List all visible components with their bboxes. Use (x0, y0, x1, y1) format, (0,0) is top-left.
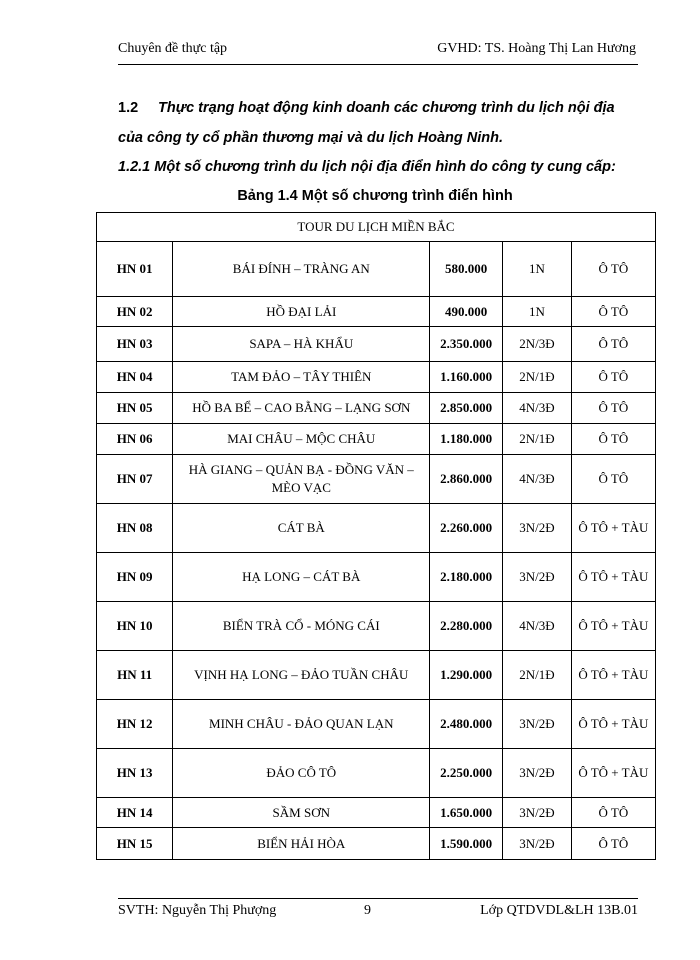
tour-duration: 3N/2Đ (503, 749, 572, 798)
tour-code: HN 14 (97, 798, 173, 828)
header-advisor: GVHD: TS. Hoàng Thị Lan Hương (437, 41, 636, 56)
tour-name: HÀ GIANG – QUẢN BẠ - ĐỒNG VĂN – MÈO VẠC (173, 455, 430, 504)
section-number: 1.2 (118, 100, 139, 116)
tour-price: 2.480.000 (430, 700, 503, 749)
tour-code: HN 07 (97, 455, 173, 504)
subsection-heading (118, 159, 616, 175)
tour-price: 2.850.000 (430, 393, 503, 424)
tour-duration: 1N (503, 242, 572, 297)
tour-code: HN 02 (97, 297, 173, 327)
section-heading (118, 100, 615, 116)
tour-duration: 2N/1Đ (503, 651, 572, 700)
tour-name: BIỂN HẢI HÒA (173, 828, 430, 860)
table-row (97, 798, 656, 828)
tour-price: 580.000 (430, 242, 503, 297)
tour-price: 1.180.000 (430, 424, 503, 455)
tour-vehicle: Ô TÔ + TÀU (571, 749, 655, 798)
tour-price: 1.160.000 (430, 362, 503, 393)
tour-table (96, 212, 656, 860)
tour-duration: 4N/3Đ (503, 602, 572, 651)
tour-vehicle: Ô TÔ (571, 455, 655, 504)
subsection-title: Một số chương trình du lịch nội địa điển hình do công ty cung cấp: (154, 159, 616, 175)
tour-name: SAPA – HÀ KHẨU (173, 327, 430, 362)
table-row (97, 424, 656, 455)
tour-vehicle: Ô TÔ (571, 297, 655, 327)
tour-name: HẠ LONG – CÁT BÀ (173, 553, 430, 602)
tour-code: HN 05 (97, 393, 173, 424)
tour-name: ĐẢO CÔ TÔ (173, 749, 430, 798)
table-row (97, 504, 656, 553)
tour-duration: 3N/2Đ (503, 553, 572, 602)
tour-vehicle: Ô TÔ (571, 424, 655, 455)
tour-code: HN 11 (97, 651, 173, 700)
table-row (97, 455, 656, 504)
tour-name: VỊNH HẠ LONG – ĐẢO TUẦN CHÂU (173, 651, 430, 700)
table-caption: Bảng 1.4 Một số chương trình điển hình (237, 188, 513, 204)
tour-price: 2.350.000 (430, 327, 503, 362)
table-row (97, 242, 656, 297)
tour-duration: 2N/3Đ (503, 327, 572, 362)
page-header (118, 41, 636, 61)
tour-name: SẦM SƠN (173, 798, 430, 828)
table-title: TOUR DU LỊCH MIỀN BẮC (97, 213, 656, 242)
footer-class: Lớp QTDVDL&LH 13B.01 (480, 903, 638, 918)
tour-price: 1.650.000 (430, 798, 503, 828)
tour-price: 1.290.000 (430, 651, 503, 700)
tour-code: HN 12 (97, 700, 173, 749)
tour-name: CÁT BÀ (173, 504, 430, 553)
header-divider (118, 64, 638, 65)
footer-divider (118, 898, 638, 899)
tour-name: HỒ BA BỂ – CAO BẰNG – LẠNG SƠN (173, 393, 430, 424)
tour-name: BÁI ĐÍNH – TRÀNG AN (173, 242, 430, 297)
section-heading-cont (118, 130, 503, 146)
table-row (97, 651, 656, 700)
tour-code: HN 15 (97, 828, 173, 860)
tour-duration: 3N/2Đ (503, 504, 572, 553)
table-row (97, 297, 656, 327)
tour-code: HN 06 (97, 424, 173, 455)
tour-vehicle: Ô TÔ (571, 327, 655, 362)
section-title-line1: Thực trạng hoạt động kinh doanh các chương trình du lịch nội địa (158, 100, 615, 116)
tour-name: TAM ĐẢO – TÂY THIÊN (173, 362, 430, 393)
tour-price: 2.280.000 (430, 602, 503, 651)
tour-duration: 3N/2Đ (503, 700, 572, 749)
tour-code: HN 03 (97, 327, 173, 362)
footer-student: SVTH: Nguyễn Thị Phượng (118, 903, 277, 918)
tour-vehicle: Ô TÔ (571, 362, 655, 393)
tour-duration: 4N/3Đ (503, 455, 572, 504)
tour-name: MINH CHÂU - ĐẢO QUAN LẠN (173, 700, 430, 749)
table-row (97, 327, 656, 362)
tour-code: HN 08 (97, 504, 173, 553)
tour-vehicle: Ô TÔ (571, 798, 655, 828)
tour-price: 490.000 (430, 297, 503, 327)
tour-duration: 1N (503, 297, 572, 327)
table-row (97, 553, 656, 602)
page-number: 9 (364, 903, 371, 918)
tour-price: 2.860.000 (430, 455, 503, 504)
tour-vehicle: Ô TÔ (571, 242, 655, 297)
tour-price: 2.250.000 (430, 749, 503, 798)
table-title-row (97, 213, 656, 242)
tour-duration: 4N/3Đ (503, 393, 572, 424)
table-row (97, 393, 656, 424)
header-subject: Chuyên đề thực tập (118, 41, 228, 56)
table-row (97, 749, 656, 798)
tour-price: 1.590.000 (430, 828, 503, 860)
tour-vehicle: Ô TÔ (571, 393, 655, 424)
tour-vehicle: Ô TÔ (571, 828, 655, 860)
tour-code: HN 10 (97, 602, 173, 651)
tour-vehicle: Ô TÔ + TÀU (571, 700, 655, 749)
tour-vehicle: Ô TÔ + TÀU (571, 651, 655, 700)
subsection-number: 1.2.1 (118, 159, 151, 175)
section-title-line2: của công ty cổ phần thương mại và du lịch Hoàng Ninh. (118, 130, 504, 146)
tour-vehicle: Ô TÔ + TÀU (571, 504, 655, 553)
table-row (97, 828, 656, 860)
tour-vehicle: Ô TÔ + TÀU (571, 553, 655, 602)
tour-price: 2.260.000 (430, 504, 503, 553)
table-row (97, 602, 656, 651)
table-row (97, 362, 656, 393)
tour-code: HN 01 (97, 242, 173, 297)
tour-duration: 3N/2Đ (503, 828, 572, 860)
tour-code: HN 13 (97, 749, 173, 798)
tour-price: 2.180.000 (430, 553, 503, 602)
tour-duration: 3N/2Đ (503, 798, 572, 828)
table-row (97, 700, 656, 749)
tour-code: HN 09 (97, 553, 173, 602)
tour-name: BIỂN TRÀ CỔ - MÓNG CÁI (173, 602, 430, 651)
tour-name: HỒ ĐẠI LẢI (173, 297, 430, 327)
tour-duration: 2N/1Đ (503, 424, 572, 455)
tour-name: MAI CHÂU – MỘC CHÂU (173, 424, 430, 455)
tour-code: HN 04 (97, 362, 173, 393)
tour-vehicle: Ô TÔ + TÀU (571, 602, 655, 651)
tour-duration: 2N/1Đ (503, 362, 572, 393)
page-footer (118, 903, 638, 923)
